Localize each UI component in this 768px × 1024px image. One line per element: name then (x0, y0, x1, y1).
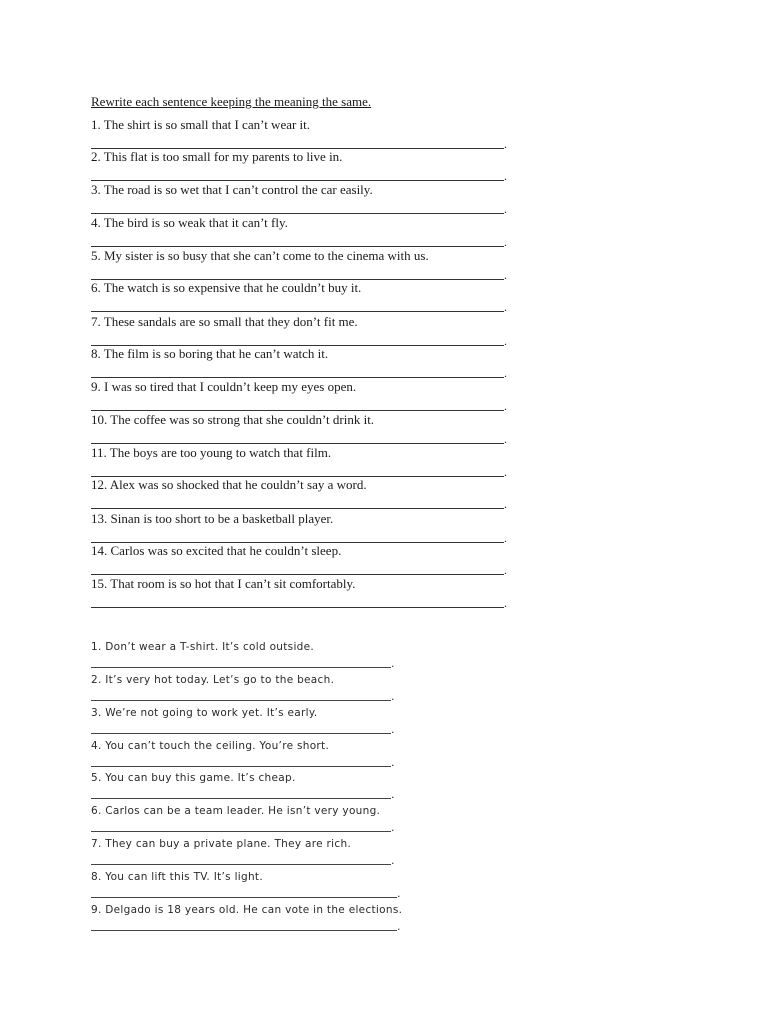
exercise-item (91, 248, 511, 281)
exercise-sentence: 4. You can’t touch the ceiling. You’re short. (91, 740, 330, 752)
answer-line[interactable]: . (91, 170, 511, 182)
exercise-sentence: 14. Carlos was so excited that he couldn’t sleep. (91, 543, 342, 558)
answer-line[interactable]: . (91, 757, 421, 769)
instructions-heading: Rewrite each sentence keeping the meaning the same. (91, 94, 372, 109)
exercise-sentence: 9. Delgado is 18 years old. He can vote in the elections. (91, 904, 403, 916)
exercise-sentence: 6. The watch is so expensive that he couldn’t buy it. (91, 280, 362, 295)
exercise-item (91, 511, 511, 544)
answer-line[interactable]: . (91, 498, 511, 510)
exercise-sentence: 2. This flat is too small for my parents to live in. (91, 149, 343, 164)
answer-line[interactable]: . (91, 855, 421, 867)
exercise-sentence: 7. They can buy a private plane. They are rich. (91, 838, 352, 850)
answer-line[interactable]: . (91, 236, 511, 248)
answer-line[interactable]: . (91, 658, 421, 670)
exercise-sentence: 8. The film is so boring that he can’t watch it. (91, 346, 329, 361)
answer-line[interactable]: . (91, 564, 511, 576)
answer-line[interactable]: . (91, 789, 421, 801)
answer-line[interactable]: . (91, 335, 511, 347)
answer-line[interactable]: . (91, 301, 511, 313)
exercise-sentence: 15. That room is so hot that I can’t sit comfortably. (91, 576, 356, 591)
exercise-sentence: 3. The road is so wet that I can’t control the car easily. (91, 182, 373, 197)
exercise-sentence: 9. I was so tired that I couldn’t keep my eyes open. (91, 379, 357, 394)
exercise-sentence: 12. Alex was so shocked that he couldn’t say a word. (91, 477, 367, 492)
exercise-item (91, 280, 511, 313)
exercise-item (91, 706, 421, 736)
exercise-item (91, 215, 511, 248)
exercise-item (91, 445, 511, 478)
exercise-item (91, 117, 511, 150)
exercise-sentence: 6. Carlos can be a team leader. He isn’t very young. (91, 805, 381, 817)
answer-line[interactable]: . (91, 466, 511, 478)
answer-line[interactable]: . (91, 203, 511, 215)
exercise-item (91, 182, 511, 215)
answer-line[interactable]: . (91, 433, 511, 445)
answer-line[interactable]: . (91, 691, 421, 703)
answer-line[interactable]: . (91, 597, 511, 609)
answer-line[interactable]: . (91, 269, 511, 281)
exercise-sentence: 11. The boys are too young to watch that film. (91, 445, 332, 460)
answer-line[interactable]: . (91, 921, 421, 933)
exercise-sentence: 5. You can buy this game. It’s cheap. (91, 772, 296, 784)
answer-line[interactable]: . (91, 400, 511, 412)
answer-line[interactable]: . (91, 888, 421, 900)
exercise-sentence: 4. The bird is so weak that it can’t fly. (91, 215, 288, 230)
exercise-item (91, 543, 511, 576)
exercise-sentence: 10. The coffee was so strong that she couldn’t drink it. (91, 412, 375, 427)
exercise-item (91, 837, 421, 867)
exercise-item (91, 346, 511, 379)
answer-line[interactable]: . (91, 724, 421, 736)
answer-line[interactable]: . (91, 138, 511, 150)
exercise-item (91, 771, 421, 801)
exercise-sentence: 2. It’s very hot today. Let’s go to the beach. (91, 674, 335, 686)
exercise-item (91, 673, 421, 703)
exercise-sentence: 5. My sister is so busy that she can’t come to the cinema with us. (91, 248, 429, 263)
exercise-item (91, 903, 421, 933)
exercise-sentence: 3. We’re not going to work yet. It’s early. (91, 707, 318, 719)
exercise-sentence: 8. You can lift this TV. It’s light. (91, 871, 263, 883)
exercise-item (91, 477, 511, 510)
exercise-item (91, 379, 511, 412)
exercise-item (91, 149, 511, 182)
exercise-item (91, 739, 421, 769)
exercise-item (91, 412, 511, 445)
exercise-item (91, 576, 511, 609)
exercise-item (91, 870, 421, 900)
exercise-item (91, 640, 421, 670)
exercise-sentence: 13. Sinan is too short to be a basketball player. (91, 511, 334, 526)
answer-line[interactable]: . (91, 367, 511, 379)
exercise-item (91, 314, 511, 347)
exercise-sentence: 1. Don’t wear a T-shirt. It’s cold outside. (91, 641, 315, 653)
exercise-sentence: 7. These sandals are so small that they don’t fit me. (91, 314, 358, 329)
answer-line[interactable]: . (91, 532, 511, 544)
exercise-sentence: 1. The shirt is so small that I can’t wear it. (91, 117, 311, 132)
answer-line[interactable]: . (91, 822, 421, 834)
exercise-item (91, 804, 421, 834)
